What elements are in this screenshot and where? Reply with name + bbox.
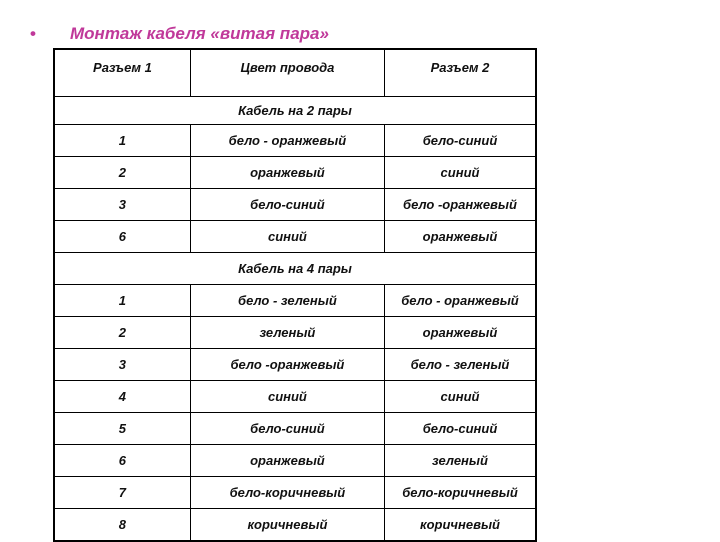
connector-1-pin: 3 xyxy=(54,189,190,221)
wire-color: бело - зеленый xyxy=(190,285,384,317)
connector-2-color: синий xyxy=(385,157,537,189)
table-row xyxy=(54,285,536,317)
wire-color: оранжевый xyxy=(190,445,384,477)
slide-title-text: Монтаж кабеля «витая пара» xyxy=(70,24,329,43)
section-row xyxy=(54,97,536,125)
bullet-icon: • xyxy=(30,24,36,43)
connector-2-color: коричневый xyxy=(385,509,537,542)
connector-1-pin: 6 xyxy=(54,221,190,253)
wire-color: бело-синий xyxy=(190,189,384,221)
connector-1-pin: 6 xyxy=(54,445,190,477)
section-label: Кабель на 4 пары xyxy=(54,253,536,285)
connector-1-pin: 2 xyxy=(54,157,190,189)
connector-2-color: оранжевый xyxy=(385,317,537,349)
connector-2-color: бело-синий xyxy=(385,125,537,157)
connector-2-color: оранжевый xyxy=(385,221,537,253)
wire-color: бело - оранжевый xyxy=(190,125,384,157)
header-wire-color: Цвет провода xyxy=(190,49,384,97)
connector-1-pin: 1 xyxy=(54,125,190,157)
connector-2-color: бело - зеленый xyxy=(385,349,537,381)
table-row xyxy=(54,157,536,189)
table-row xyxy=(54,349,536,381)
connector-2-color: зеленый xyxy=(385,445,537,477)
connector-2-color: бело-синий xyxy=(385,413,537,445)
connector-2-color: бело -оранжевый xyxy=(385,189,537,221)
connector-2-color: бело - оранжевый xyxy=(385,285,537,317)
header-connector-2: Разъем 2 xyxy=(385,49,537,97)
wire-color: оранжевый xyxy=(190,157,384,189)
section-row xyxy=(54,253,536,285)
table-row xyxy=(54,445,536,477)
table-row xyxy=(54,509,536,542)
wire-color: синий xyxy=(190,221,384,253)
wiring-table xyxy=(53,48,537,542)
wire-color: бело-коричневый xyxy=(190,477,384,509)
table-row xyxy=(54,413,536,445)
connector-2-color: бело-коричневый xyxy=(385,477,537,509)
connector-1-pin: 8 xyxy=(54,509,190,542)
wire-color: бело -оранжевый xyxy=(190,349,384,381)
table-row xyxy=(54,221,536,253)
connector-2-color: синий xyxy=(385,381,537,413)
table-row xyxy=(54,477,536,509)
wire-color: зеленый xyxy=(190,317,384,349)
connector-1-pin: 4 xyxy=(54,381,190,413)
table-header-row xyxy=(54,49,536,97)
connector-1-pin: 2 xyxy=(54,317,190,349)
connector-1-pin: 5 xyxy=(54,413,190,445)
table-row xyxy=(54,189,536,221)
table-row xyxy=(54,125,536,157)
wire-color: синий xyxy=(190,381,384,413)
connector-1-pin: 7 xyxy=(54,477,190,509)
section-label: Кабель на 2 пары xyxy=(54,97,536,125)
slide-title xyxy=(30,24,329,44)
table-row xyxy=(54,317,536,349)
wire-color: бело-синий xyxy=(190,413,384,445)
table-row xyxy=(54,381,536,413)
wire-color: коричневый xyxy=(190,509,384,542)
header-connector-1: Разъем 1 xyxy=(54,49,190,97)
connector-1-pin: 3 xyxy=(54,349,190,381)
connector-1-pin: 1 xyxy=(54,285,190,317)
